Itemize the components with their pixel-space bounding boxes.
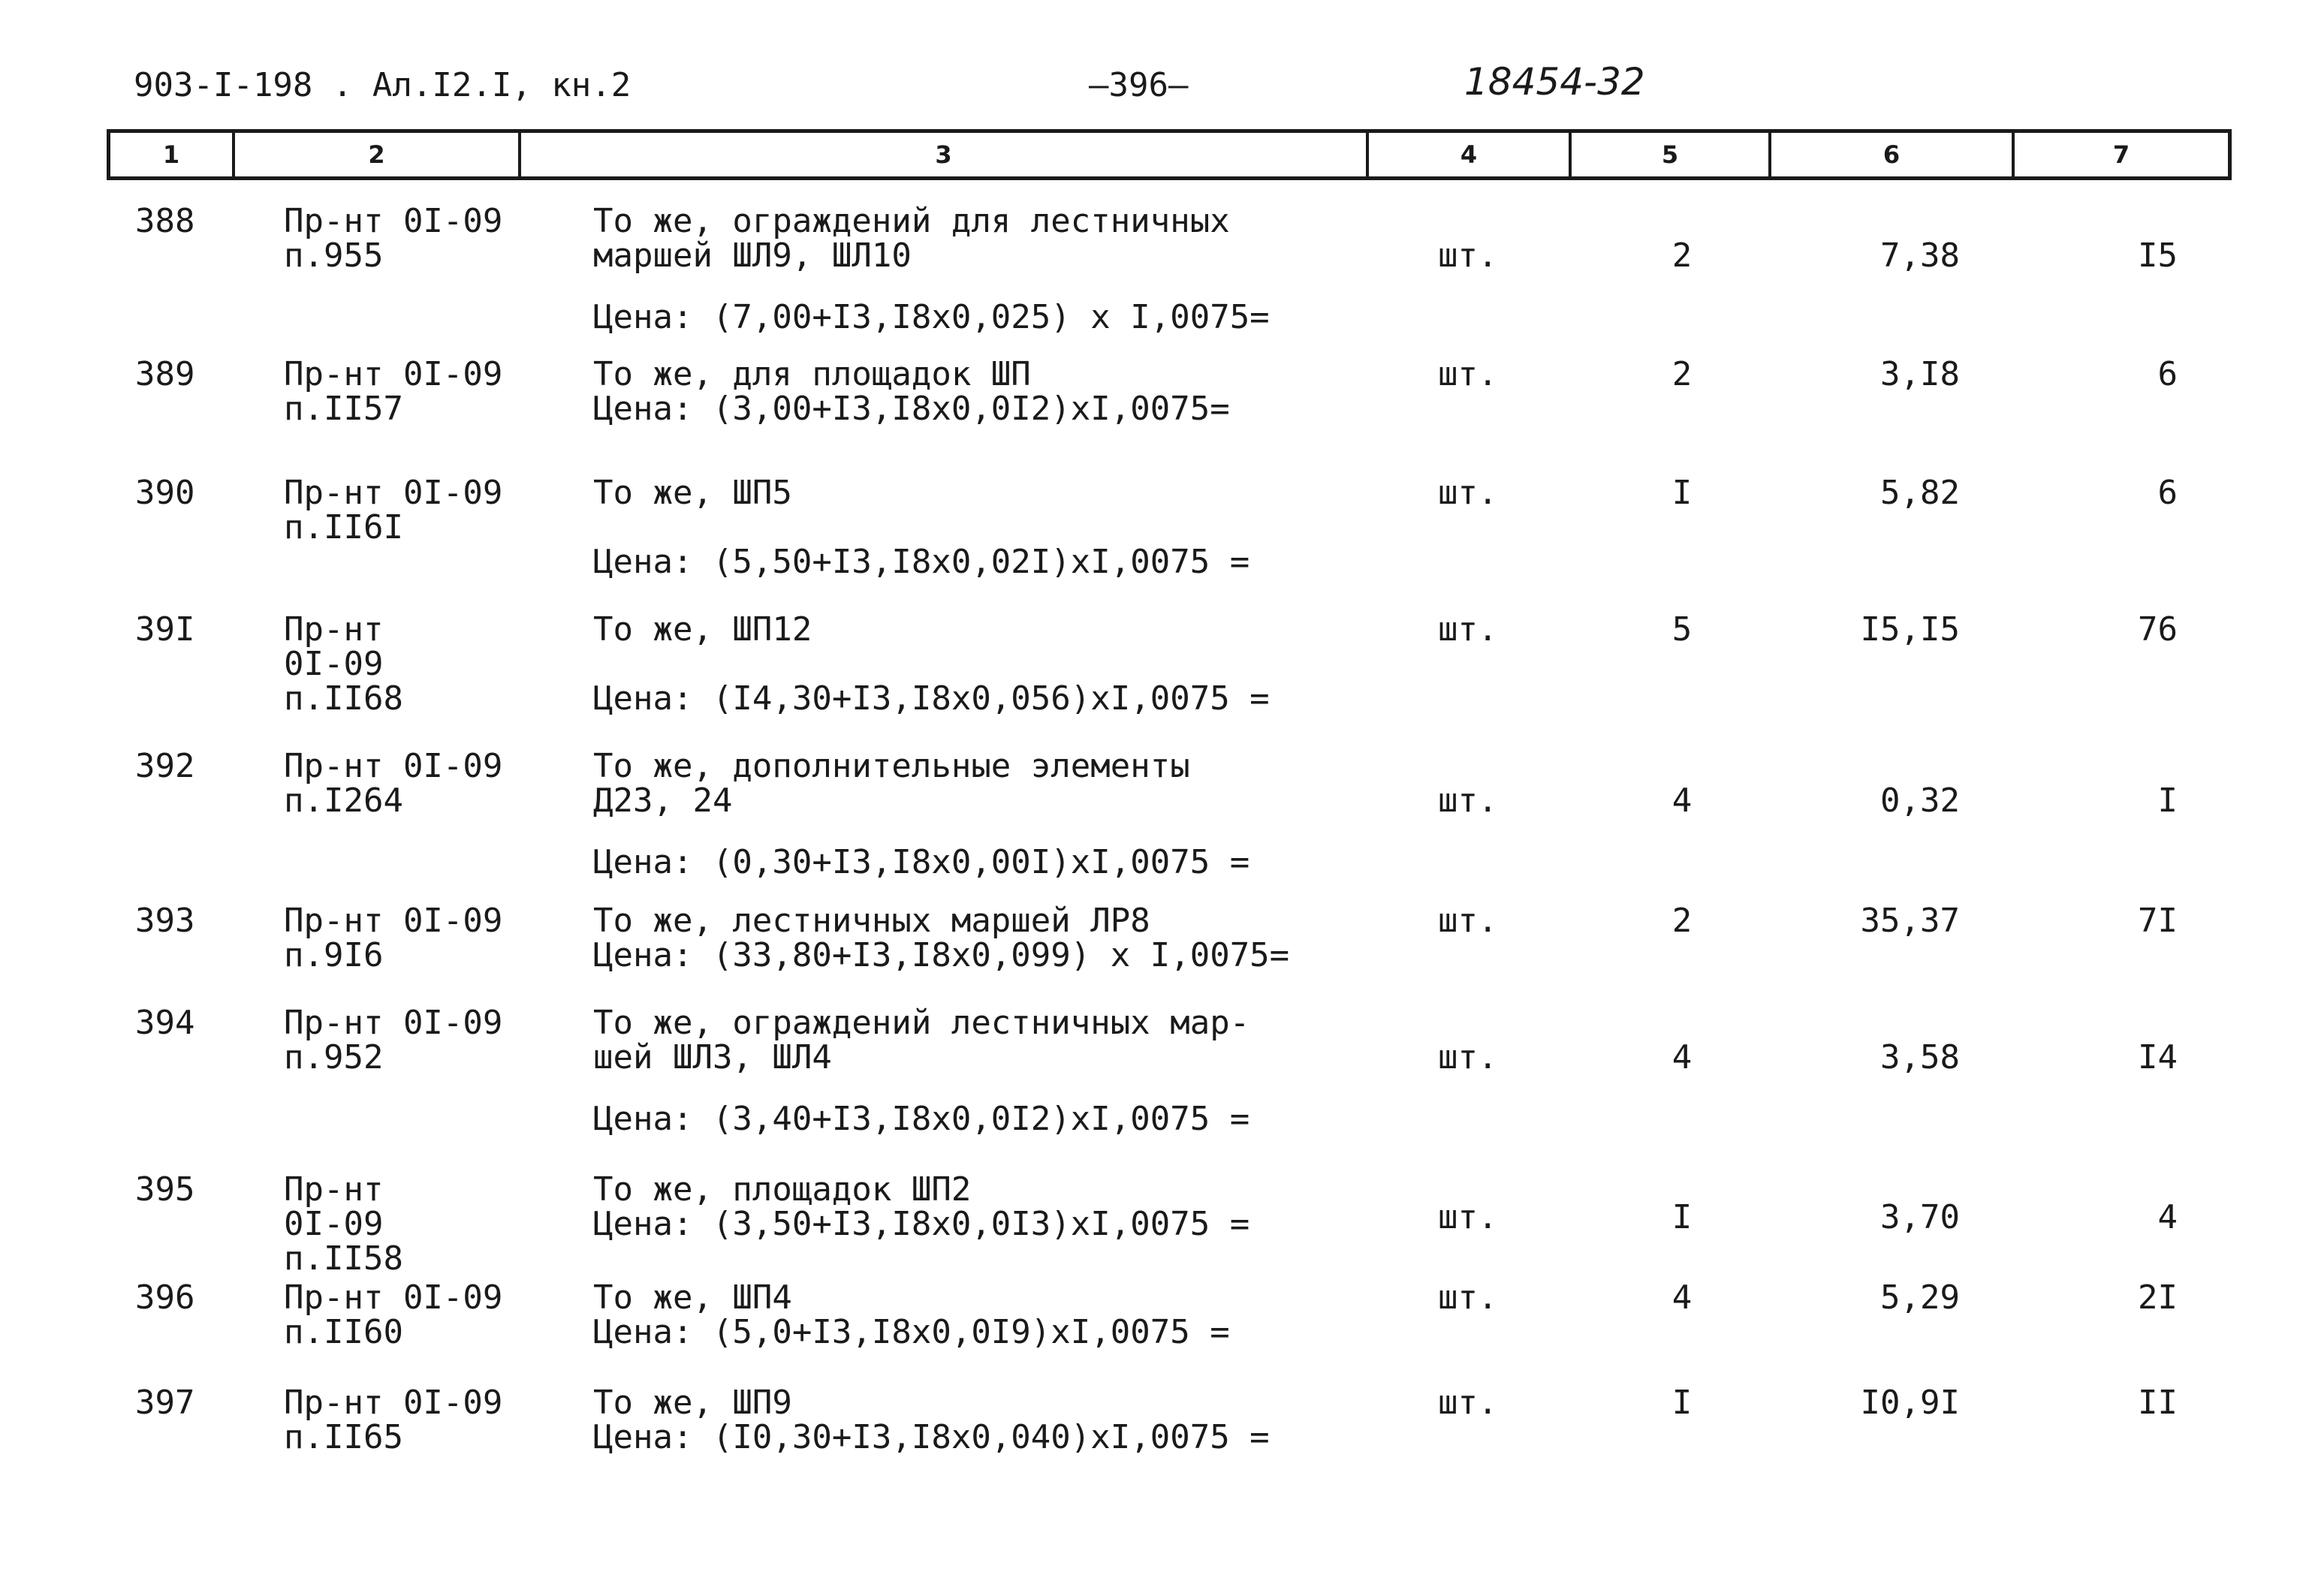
unit-cost-cell: 3,I8 <box>1880 355 1960 393</box>
total-cost-cell: I <box>2157 781 2178 820</box>
column-header-1: 1 <box>110 133 235 176</box>
quantity-cell: 4 <box>1671 1278 1693 1317</box>
reference-line: п.II65 <box>284 1418 403 1456</box>
description-line: То же, ШП9 <box>593 1384 792 1422</box>
quantity-cell: 2 <box>1671 236 1693 275</box>
quantity-cell: 4 <box>1671 781 1693 820</box>
quantity-cell: I <box>1671 474 1693 512</box>
reference-line: 0I-09 <box>284 1205 384 1243</box>
reference-line: Пр-нт 0I-09 <box>284 202 503 240</box>
page-number: —396— <box>1089 66 1189 104</box>
price-formula: Цена: (5,50+I3,I8x0,02I)xI,0075 = <box>593 543 1250 581</box>
row-number: 395 <box>135 1170 195 1209</box>
column-header-7: 7 <box>2112 140 2130 169</box>
price-formula: Цена: (0,30+I3,I8x0,00I)xI,0075 = <box>593 843 1250 881</box>
reference-line: Пр-нт 0I-09 <box>284 1384 503 1422</box>
total-cost-cell: 6 <box>2157 474 2178 512</box>
column-header-6: 6 <box>1771 133 2015 176</box>
unit-cost-cell: 3,70 <box>1880 1197 1960 1236</box>
price-formula: Цена: (I4,30+I3,I8x0,056)xI,0075 = <box>593 679 1270 718</box>
unit-cell: шт. <box>1438 1384 1498 1422</box>
reference-line: п.II60 <box>284 1313 403 1351</box>
unit-cost-cell: 7,38 <box>1880 236 1960 275</box>
document-code: 903-I-198 . Ал.I2.I, кн.2 <box>134 66 632 104</box>
column-header-3: 3 <box>521 133 1369 176</box>
description-line: То же, ШП12 <box>593 610 812 649</box>
reference-line: п.955 <box>284 236 384 275</box>
row-number: 389 <box>135 355 195 393</box>
total-cost-cell: 7I <box>2138 902 2178 940</box>
reference-line: Пр-нт <box>284 1170 384 1209</box>
total-cost-cell: I4 <box>2138 1038 2178 1077</box>
total-cost-cell: II <box>2138 1384 2178 1422</box>
reference-line: Пр-нт 0I-09 <box>284 1278 503 1317</box>
reference-line: 0I-09 <box>284 645 384 683</box>
description-line: То же, площадок ШП2 <box>593 1170 972 1209</box>
column-header-5: 5 <box>1572 133 1771 176</box>
row-number: 388 <box>135 202 195 240</box>
total-cost-cell: 4 <box>2157 1197 2178 1236</box>
unit-cost-cell: 0,32 <box>1880 781 1960 820</box>
reference-line: п.952 <box>284 1038 384 1077</box>
reference-line: Пр-нт <box>284 610 384 649</box>
unit-cost-cell: I5,I5 <box>1860 610 1960 649</box>
row-number: 394 <box>135 1004 195 1042</box>
unit-cost-cell: 3,58 <box>1880 1038 1960 1077</box>
unit-cell: шт. <box>1438 902 1498 940</box>
price-formula: Цена: (3,00+I3,I8x0,0I2)xI,0075= <box>593 390 1230 428</box>
unit-cell: шт. <box>1438 781 1498 820</box>
unit-cell: шт. <box>1438 610 1498 649</box>
description-line: То же, лестничных маршей ЛР8 <box>593 902 1150 940</box>
reference-line: п.I264 <box>284 781 403 820</box>
handwritten-number: 18454-32 <box>1464 60 1645 104</box>
unit-cost-cell: I0,9I <box>1860 1384 1960 1422</box>
reference-line: п.II6I <box>284 508 403 547</box>
unit-cell: шт. <box>1438 474 1498 512</box>
price-formula: Цена: (3,40+I3,I8x0,0I2)xI,0075 = <box>593 1100 1250 1138</box>
total-cost-cell: 2I <box>2138 1278 2178 1317</box>
reference-line: п.II58 <box>284 1239 403 1278</box>
description-line: То же, ограждений лестничных мар- <box>593 1004 1250 1042</box>
reference-line: п.II57 <box>284 390 403 428</box>
quantity-cell: 2 <box>1671 355 1693 393</box>
quantity-cell: 4 <box>1671 1038 1693 1077</box>
description-line: То же, дополнительные элементы <box>593 747 1190 785</box>
reference-line: Пр-нт 0I-09 <box>284 474 503 512</box>
unit-cost-cell: 5,82 <box>1880 474 1960 512</box>
column-header-2: 2 <box>235 133 521 176</box>
row-number: 390 <box>135 474 195 512</box>
price-formula: Цена: (5,0+I3,I8x0,0I9)xI,0075 = <box>593 1313 1230 1351</box>
row-number: 397 <box>135 1384 195 1422</box>
row-number: 393 <box>135 902 195 940</box>
description-line: Д23, 24 <box>593 781 733 820</box>
price-formula: Цена: (I0,30+I3,I8x0,040)xI,0075 = <box>593 1418 1270 1456</box>
row-number: 392 <box>135 747 195 785</box>
unit-cost-cell: 5,29 <box>1880 1278 1960 1317</box>
row-number: 396 <box>135 1278 195 1317</box>
quantity-cell: I <box>1671 1384 1693 1422</box>
column-header-row <box>107 129 2232 180</box>
reference-line: Пр-нт 0I-09 <box>284 1004 503 1042</box>
column-header-4: 4 <box>1369 133 1572 176</box>
reference-line: Пр-нт 0I-09 <box>284 747 503 785</box>
unit-cell: шт. <box>1438 1197 1498 1236</box>
total-cost-cell: I5 <box>2138 236 2178 275</box>
reference-line: Пр-нт 0I-09 <box>284 355 503 393</box>
unit-cell: шт. <box>1438 236 1498 275</box>
description-line: То же, ШП5 <box>593 474 792 512</box>
total-cost-cell: 6 <box>2157 355 2178 393</box>
row-number: 39I <box>135 610 195 649</box>
description-line: шей ШЛ3, ШЛ4 <box>593 1038 832 1077</box>
unit-cost-cell: 35,37 <box>1860 902 1960 940</box>
quantity-cell: 2 <box>1671 902 1693 940</box>
description-line: То же, ограждений для лестничных <box>593 202 1230 240</box>
unit-cell: шт. <box>1438 1278 1498 1317</box>
price-formula: Цена: (3,50+I3,I8x0,0I3)xI,0075 = <box>593 1205 1250 1243</box>
unit-cell: шт. <box>1438 355 1498 393</box>
total-cost-cell: 76 <box>2138 610 2178 649</box>
description-line: маршей ШЛ9, ШЛ10 <box>593 236 912 275</box>
reference-line: п.II68 <box>284 679 403 718</box>
reference-line: Пр-нт 0I-09 <box>284 902 503 940</box>
reference-line: п.9I6 <box>284 936 384 974</box>
quantity-cell: 5 <box>1671 610 1693 649</box>
description-line: То же, ШП4 <box>593 1278 792 1317</box>
unit-cell: шт. <box>1438 1038 1498 1077</box>
quantity-cell: I <box>1671 1197 1693 1236</box>
price-formula: Цена: (7,00+I3,I8x0,025) x I,0075= <box>593 298 1270 336</box>
price-formula: Цена: (33,80+I3,I8x0,099) x I,0075= <box>593 936 1290 974</box>
description-line: То же, для площадок ШП <box>593 355 1031 393</box>
